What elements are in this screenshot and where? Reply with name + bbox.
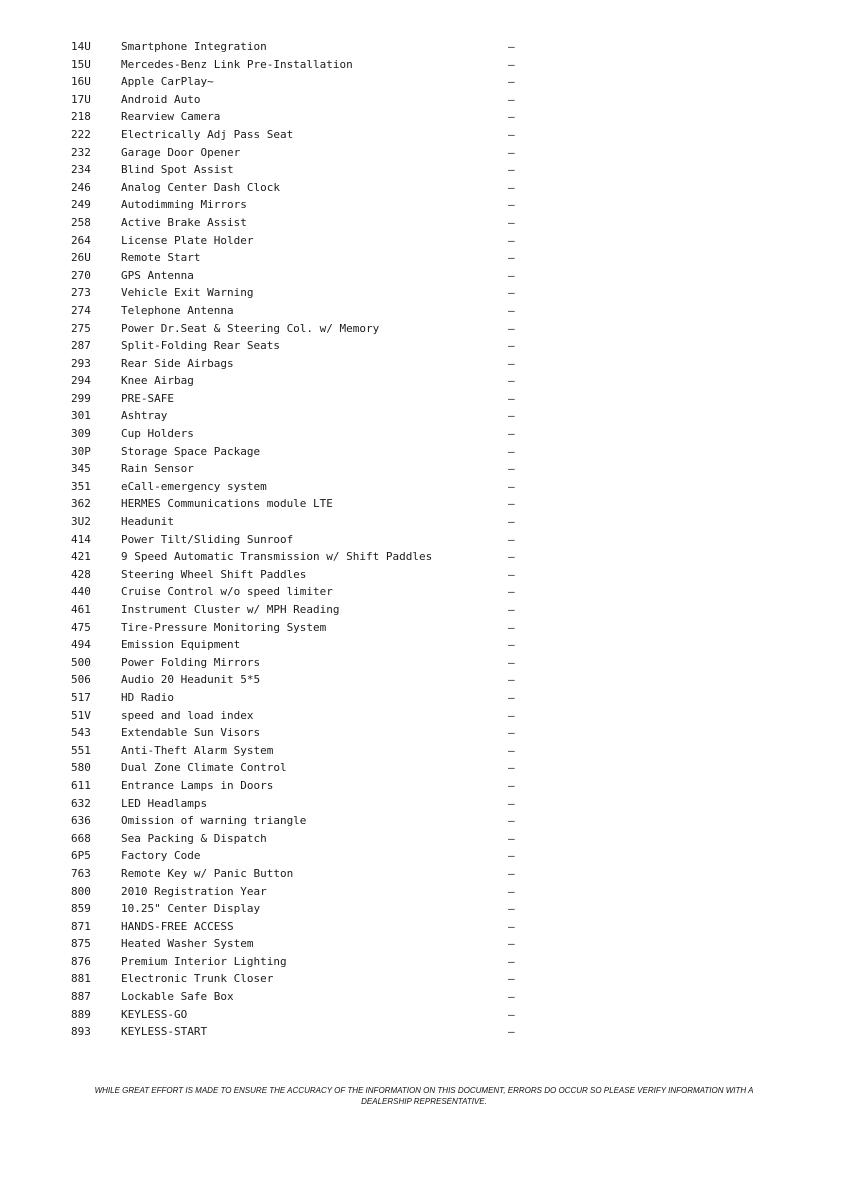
option-row [0,179,848,197]
option-price: — [508,550,515,564]
option-price: — [508,92,515,106]
option-description: Anti-Theft Alarm System [121,743,274,757]
option-price: — [508,778,515,792]
option-description: Smartphone Integration [121,40,267,53]
option-row [0,742,848,760]
option-price: — [508,427,515,441]
option-description: Ashtray [121,409,168,423]
option-description: Cruise Control w/o speed limiter [121,585,333,599]
option-row [0,91,848,109]
option-price: — [508,145,515,159]
option-code: 3U2 [71,515,91,529]
option-code: 218 [71,110,91,124]
disclaimer [60,1085,788,1107]
option-code: 309 [71,427,91,441]
option-price: — [508,409,515,423]
option-code: 887 [71,990,91,1004]
option-row [0,495,848,513]
option-description: Instrument Cluster w/ MPH Reading [121,603,340,616]
option-price: — [508,761,515,775]
option-description: Blind Spot Assist [121,163,234,177]
option-price: — [508,127,515,141]
option-description: HD Radio [121,690,174,704]
option-code: 636 [71,814,91,828]
option-price: — [508,391,515,405]
option-price: — [508,866,515,880]
option-row [0,214,848,232]
option-code: 299 [71,391,91,405]
option-code: 270 [71,268,91,282]
option-row [0,478,848,496]
option-row [0,302,848,320]
option-code: 475 [71,620,91,634]
option-code: 351 [71,479,91,493]
option-description: Tire-Pressure Monitoring System [121,620,327,634]
option-price: — [508,743,515,757]
option-description: Omission of warning triangle [121,814,307,828]
option-description: Heated Washer System [121,937,254,951]
option-price: — [508,954,515,968]
option-row [0,1006,848,1024]
option-price: — [508,902,515,916]
option-description: HERMES Communications module LTE [121,497,333,511]
option-code: 580 [71,761,91,775]
option-price: — [508,356,515,370]
option-row [0,38,848,56]
option-row [0,601,848,619]
option-row [0,671,848,689]
option-code: 763 [71,866,91,880]
option-code: 611 [71,778,91,792]
option-price: — [508,831,515,845]
option-code: 17U [71,92,91,106]
option-row [0,953,848,971]
option-description: Split-Folding Rear Seats [121,339,280,353]
option-code: 234 [71,163,91,177]
option-description: Autodimming Mirrors [121,198,247,212]
option-price: — [508,690,515,704]
option-price: — [508,796,515,810]
option-price: — [508,497,515,511]
option-row [0,126,848,144]
option-price: — [508,1025,515,1039]
option-description: Rearview Camera [121,110,221,124]
option-price: — [508,75,515,89]
option-description: KEYLESS-START [121,1025,208,1039]
option-description: Active Brake Assist [121,215,247,229]
option-row [0,830,848,848]
option-description: HANDS-FREE ACCESS [121,919,234,933]
option-price: — [508,180,515,194]
option-price: — [508,567,515,581]
option-description: Electrically Adj Pass Seat [121,127,294,141]
option-row [0,355,848,373]
option-description: LED Headlamps [121,796,208,810]
option-row [0,900,848,918]
option-description: Emission Equipment [121,638,241,652]
option-description: Analog Center Dash Clock [121,180,280,194]
option-price: — [508,638,515,652]
option-code: 893 [71,1025,91,1039]
option-description: PRE-SAFE [121,391,174,405]
option-price: — [508,603,515,616]
option-price: — [508,374,515,388]
option-description: Extendable Sun Visors [121,726,261,740]
option-description: Lockable Safe Box [121,990,234,1004]
option-code: 301 [71,409,91,423]
option-description: Audio 20 Headunit 5*5 [121,673,261,687]
option-row [0,636,848,654]
option-code-list [0,38,848,1041]
option-code: 632 [71,796,91,810]
option-row [0,144,848,162]
option-description: Sea Packing & Dispatch [121,831,267,845]
option-price: — [508,937,515,951]
option-description: 2010 Registration Year [121,884,267,898]
option-price: — [508,708,515,722]
option-description: Vehicle Exit Warning [121,286,254,300]
option-price: — [508,339,515,353]
option-row [0,988,848,1006]
option-row [0,513,848,531]
option-description: License Plate Holder [121,233,254,247]
option-description: Power Tilt/Sliding Sunroof [121,532,294,546]
option-row [0,847,848,865]
option-description: Electronic Trunk Closer [121,972,274,986]
option-row [0,425,848,443]
option-row [0,724,848,742]
option-price: — [508,726,515,740]
option-code: 440 [71,585,91,599]
option-code: 294 [71,374,91,388]
option-row [0,777,848,795]
option-description: Android Auto [121,92,201,106]
option-price: — [508,321,515,335]
option-price: — [508,110,515,124]
option-row [0,935,848,953]
option-code: 668 [71,831,91,845]
option-code: 258 [71,215,91,229]
option-row [0,267,848,285]
option-price: — [508,814,515,828]
option-code: 500 [71,655,91,669]
option-code: 16U [71,75,91,89]
option-row [0,407,848,425]
option-description: Rain Sensor [121,462,194,476]
option-description: Factory Code [121,849,201,863]
option-description: Remote Start [121,251,201,265]
option-description: Storage Space Package [121,444,261,458]
option-row [0,73,848,91]
option-price: — [508,286,515,300]
option-description: Premium Interior Lighting [121,954,287,968]
option-row [0,865,848,883]
option-row [0,883,848,901]
option-price: — [508,849,515,863]
option-code: 517 [71,690,91,704]
option-description: Headunit [121,515,174,529]
option-price: — [508,655,515,669]
option-code: 232 [71,145,91,159]
option-code: 287 [71,339,91,353]
option-row [0,548,848,566]
option-code: 543 [71,726,91,740]
option-price: — [508,233,515,247]
option-row [0,108,848,126]
option-description: Entrance Lamps in Doors [121,778,274,792]
option-code: 881 [71,972,91,986]
option-price: — [508,215,515,229]
option-description: speed and load index [121,708,254,722]
option-code: 800 [71,884,91,898]
option-code: 14U [71,40,91,53]
option-code: 274 [71,303,91,317]
option-code: 428 [71,567,91,581]
option-code: 875 [71,937,91,951]
option-code: 551 [71,743,91,757]
option-row [0,918,848,936]
option-row [0,795,848,813]
option-price: — [508,251,515,265]
option-row [0,566,848,584]
option-code: 889 [71,1007,91,1021]
option-code: 461 [71,603,91,616]
option-price: — [508,303,515,317]
option-code: 30P [71,444,91,458]
option-code: 293 [71,356,91,370]
option-price: — [508,532,515,546]
option-description: Steering Wheel Shift Paddles [121,567,307,581]
option-row [0,654,848,672]
option-row [0,707,848,725]
option-row [0,232,848,250]
disclaimer-line-1: WHILE GREAT EFFORT IS MADE TO ENSURE THE ACCURACY OF THE INFORMATION ON THIS DOCUMENT, ERRORS DO OCCUR SO PLEASE VERIFY INFORMATION WITH A [94,1086,754,1095]
option-row [0,161,848,179]
option-code: 859 [71,902,91,916]
option-row [0,196,848,214]
option-price: — [508,585,515,599]
option-description: Telephone Antenna [121,303,234,317]
option-description: Rear Side Airbags [121,356,234,370]
option-code: 414 [71,532,91,546]
option-row [0,689,848,707]
option-code: 6P5 [71,849,91,863]
option-price: — [508,444,515,458]
option-price: — [508,163,515,177]
option-row [0,249,848,267]
option-description: Power Folding Mirrors [121,655,261,669]
option-description: Mercedes-Benz Link Pre-Installation [121,57,353,71]
option-description: eCall-emergency system [121,479,267,493]
option-row [0,390,848,408]
disclaimer-line-2: DEALERSHIP REPRESENTATIVE. [361,1097,487,1106]
option-row [0,337,848,355]
option-code: 264 [71,233,91,247]
option-description: 9 Speed Automatic Transmission w/ Shift Paddles [121,550,433,564]
option-description: 10.25" Center Display [121,902,261,916]
option-row [0,372,848,390]
option-row [0,320,848,338]
option-description: KEYLESS-GO [121,1007,188,1021]
option-price: — [508,515,515,529]
option-price: — [508,268,515,282]
option-code: 222 [71,127,91,141]
option-price: — [508,198,515,212]
option-description: Power Dr.Seat & Steering Col. w/ Memory [121,321,380,335]
option-row [0,759,848,777]
option-price: — [508,57,515,71]
option-row [0,56,848,74]
option-price: — [508,462,515,476]
option-code: 876 [71,954,91,968]
option-code: 273 [71,286,91,300]
option-code: 506 [71,673,91,687]
option-description: Cup Holders [121,427,194,441]
option-price: — [508,479,515,493]
option-code: 345 [71,462,91,476]
option-price: — [508,990,515,1004]
option-price: — [508,1007,515,1021]
option-code: 246 [71,180,91,194]
option-code: 26U [71,251,91,265]
option-code: 362 [71,497,91,511]
option-price: — [508,620,515,634]
option-code: 421 [71,550,91,564]
option-row [0,284,848,302]
option-row [0,583,848,601]
option-description: Garage Door Opener [121,145,241,159]
option-row [0,1023,848,1041]
option-description: Knee Airbag [121,374,194,388]
option-price: — [508,673,515,687]
option-price: — [508,972,515,986]
option-row [0,970,848,988]
option-code: 51V [71,708,91,722]
option-description: GPS Antenna [121,268,194,282]
option-description: Apple CarPlay~ [121,75,214,89]
option-price: — [508,919,515,933]
option-row [0,619,848,637]
option-row [0,531,848,549]
option-description: Remote Key w/ Panic Button [121,866,294,880]
option-description: Dual Zone Climate Control [121,761,287,775]
option-code: 15U [71,57,91,71]
option-row [0,443,848,461]
option-code: 494 [71,638,91,652]
option-price: — [508,884,515,898]
option-code: 871 [71,919,91,933]
option-row [0,460,848,478]
option-code: 275 [71,321,91,335]
option-row [0,812,848,830]
option-code: 249 [71,198,91,212]
option-price: — [508,40,515,53]
